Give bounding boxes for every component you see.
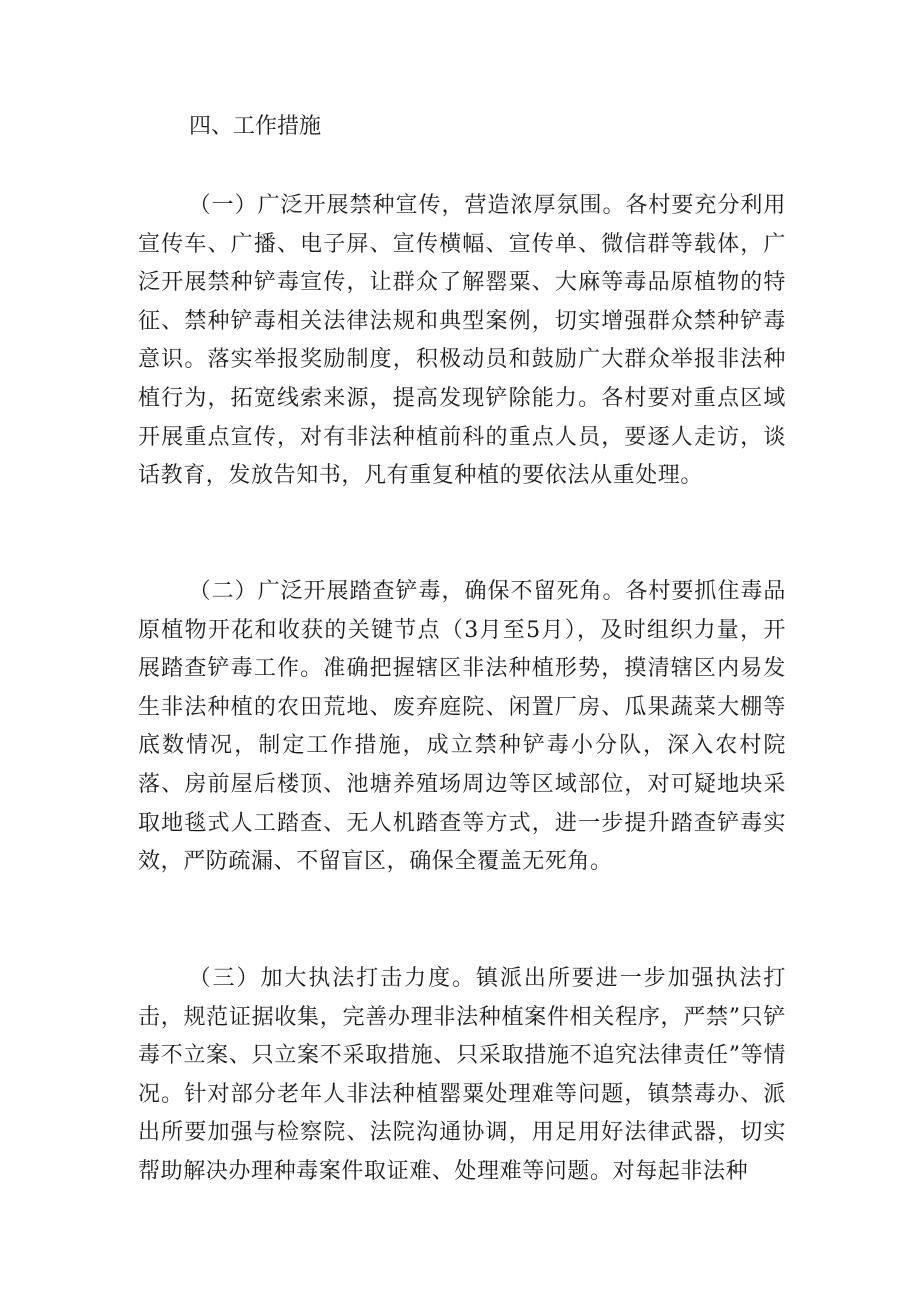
paragraph-publicity: （一）广泛开展禁种宣传，营造浓厚氛围。各村要充分利用宣传车、广播、电子屏、宣传横幅、宣传单、微信群等载体，广泛开展禁种铲毒宣传，让群众了解罂粟、大麻等毒品原植物的特征、禁种铲毒相关法律法规和典型案例，切实增强群众禁种铲毒意识。落实举报奖励制度，积极动员和鼓励广大群众举报非法种植行为，拓宽线索来源，提高发现铲除能力。各村要对重点区域开展重点宣传，对有非法种植前科的重点人员，要逐人走访，谈话教育，发放告知书，凡有重复种植的要依法从重处理。 [138,193,786,489]
paragraph-enforcement: （三）加大执法打击力度。镇派出所要进一步加强执法打击，规范证据收集，完善办理非法种植案件相关程序，严禁”只铲毒不立案、只立案不采取措施、只采取措施不追究法律责任”等情况。针对部分老年人非法种植罂粟处理难等问题，镇禁毒办、派出所要加强与检察院、法院沟通协调，用足用好法律武器，切实帮助解决办理种毒案件取证难、处理难等问题。对每起非法种 [138,966,786,1184]
paragraph-inspection: （二）广泛开展踏查铲毒，确保不留死角。各村要抓住毒品原植物开花和收获的关键节点（3月至5月），及时组织力量，开展踏查铲毒工作。准确把握辖区非法种植形势，摸清辖区内易发生非法种植的农田荒地、废弃庭院、闲置厂房、瓜果蔬菜大棚等底数情况，制定工作措施，成立禁种铲毒小分队，深入农村院落、房前屋后楼顶、池塘养殖场周边等区域部位，对可疑地块采取地毯式人工踏查、无人机踏查等方式，进一步提升踏查铲毒实效，严防疏漏、不留盲区，确保全覆盖无死角。 [138,579,786,875]
section-heading: 四、工作措施 [189,114,322,139]
